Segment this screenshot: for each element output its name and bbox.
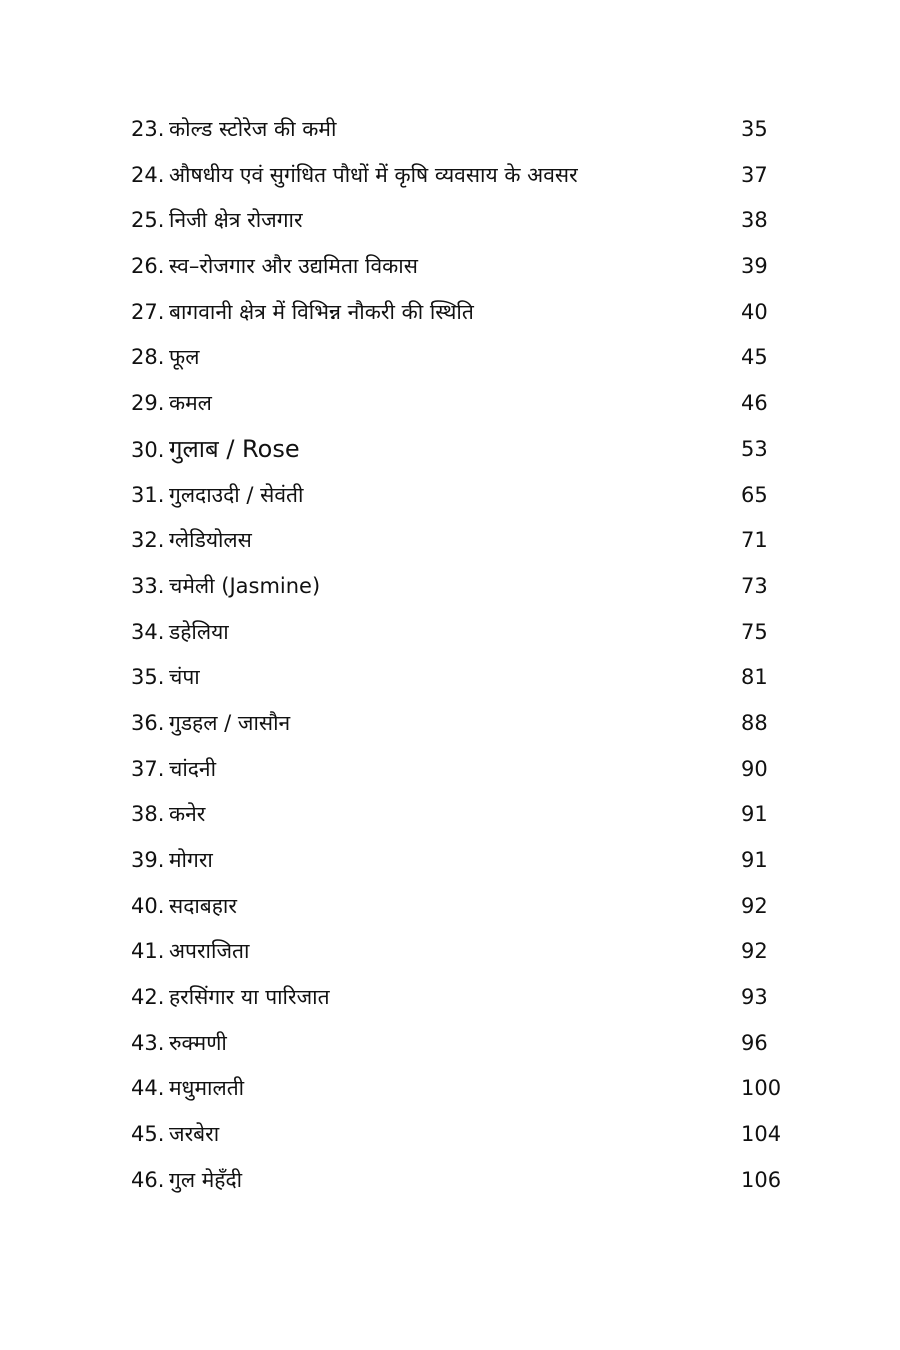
toc-entry [131,975,791,1021]
entry-page: 53 [741,436,768,461]
toc-entry [131,244,791,290]
entry-title: डहेलिया [169,619,229,644]
toc-entry [131,427,791,473]
entry-number: 31. [131,482,165,507]
entry-page: 92 [741,939,768,964]
entry-page: 40 [741,299,768,324]
entry-title: निजी क्षेत्र रोजगार [169,208,303,233]
entry-title: बागवानी क्षेत्र में विभिन्न नौकरी की स्थिति [169,299,474,324]
entry-page: 81 [741,665,768,690]
entry-number: 26. [131,254,165,279]
toc-entry [131,1021,791,1067]
entry-page: 104 [741,1122,782,1147]
entry-title: स्व–रोजगार और उद्यमिता विकास [169,254,418,279]
entry-page: 45 [741,345,768,370]
toc-entry [131,701,791,747]
entry-title: गुलाब / Rose [169,434,300,463]
entry-page: 90 [741,756,768,781]
toc-entry [131,747,791,793]
entry-title: कमल [169,391,212,416]
entry-number: 34. [131,619,165,644]
entry-title: जरबेरा [169,1122,220,1147]
toc-entry [131,290,791,336]
toc-entry [131,884,791,930]
entry-title: रुक्मणी [169,1030,227,1055]
entry-page: 100 [741,1076,782,1101]
entry-title: गुल मेहँदी [169,1167,243,1192]
entry-number: 35. [131,665,165,690]
entry-number: 23. [131,117,165,141]
entry-title: ग्लेडियोलस [169,528,252,553]
entry-page: 75 [741,619,768,644]
entry-number: 27. [131,299,165,324]
toc-entry [131,1112,791,1158]
entry-number: 29. [131,391,165,416]
entry-page: 92 [741,893,768,918]
entry-page: 73 [741,573,768,598]
toc-entry [131,335,791,381]
entry-number: 46. [131,1167,165,1192]
entry-number: 36. [131,710,165,735]
table-of-contents [131,107,791,1204]
entry-page: 65 [741,482,768,507]
toc-entry [131,473,791,519]
toc-entry [131,518,791,564]
entry-page: 106 [741,1167,782,1192]
toc-entry [131,1158,791,1204]
entry-title: मोगरा [169,848,213,872]
entry-page: 71 [741,528,768,553]
toc-entry [131,792,791,838]
toc-entry [131,153,791,199]
entry-title: अपराजिता [169,939,250,964]
entry-title: मधुमालती [169,1076,245,1101]
entry-number: 24. [131,162,165,187]
toc-entry [131,381,791,427]
entry-title: गुलदाउदी / सेवंती [169,482,304,507]
entry-number: 43. [131,1030,165,1055]
entry-number: 41. [131,939,165,964]
entry-title: सदाबहार [169,893,237,918]
entry-title: कोल्ड स्टोरेज की कमी [169,117,337,141]
entry-title: हरसिंगार या पारिजात [169,985,330,1010]
entry-number: 37. [131,756,165,781]
entry-number: 30. [131,437,165,462]
toc-entry [131,655,791,701]
entry-page: 88 [741,710,768,735]
entry-page: 37 [741,162,768,187]
entry-page: 93 [741,985,768,1010]
toc-entry [131,1066,791,1112]
entry-title: औषधीय एवं सुगंधित पौधों में कृषि व्यवसाय के अवसर [169,162,578,187]
toc-entry [131,198,791,244]
entry-number: 39. [131,848,165,872]
entry-number: 32. [131,528,165,553]
entry-title: गुडहल / जासौन [169,710,291,735]
entry-page: 35 [741,117,768,141]
entry-number: 44. [131,1076,165,1101]
entry-title: चमेली (Jasmine) [169,573,321,598]
entry-page: 91 [741,848,768,872]
entry-title: चंपा [169,665,200,690]
toc-entry [131,107,791,153]
entry-number: 42. [131,985,165,1010]
toc-entry [131,929,791,975]
entry-number: 25. [131,208,165,233]
entry-number: 38. [131,802,165,827]
entry-page: 91 [741,802,768,827]
toc-entry [131,610,791,656]
entry-number: 33. [131,573,165,598]
entry-page: 38 [741,208,768,233]
entry-title: कनेर [169,802,206,827]
entry-title: चांदनी [169,756,217,781]
toc-entry [131,564,791,610]
entry-number: 40. [131,893,165,918]
entry-number: 28. [131,345,165,370]
toc-entry [131,838,791,884]
entry-title: फूल [169,345,200,370]
entry-page: 46 [741,391,768,416]
entry-page: 96 [741,1030,768,1055]
entry-page: 39 [741,254,768,279]
entry-number: 45. [131,1122,165,1147]
